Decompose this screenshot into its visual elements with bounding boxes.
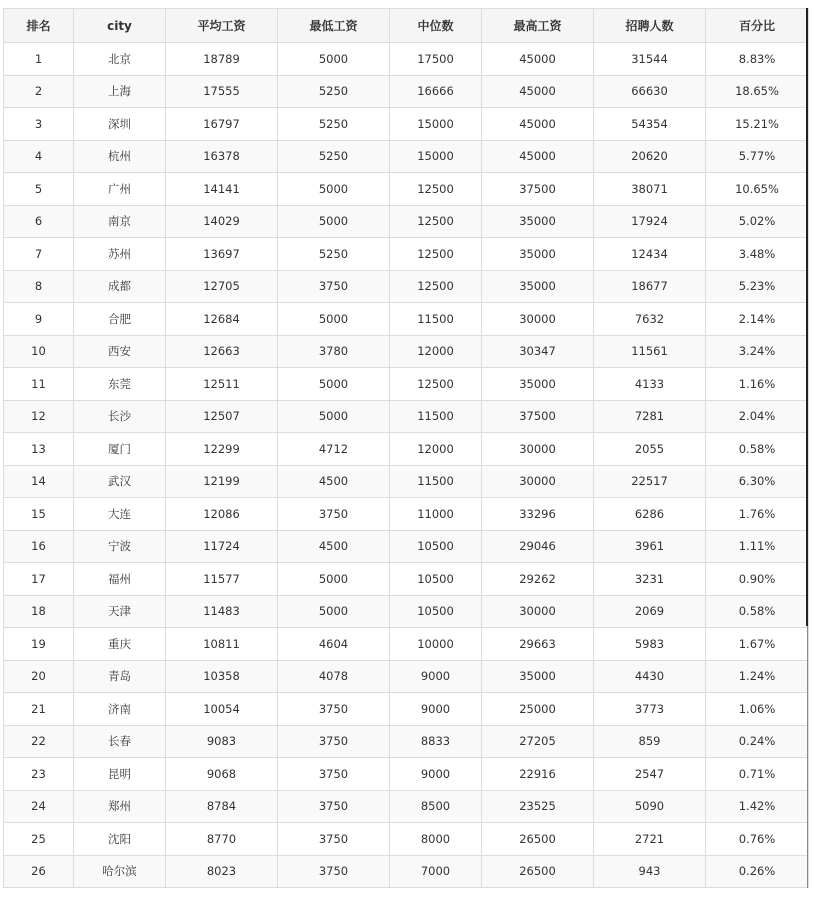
city-header: city: [74, 9, 166, 43]
max-salary-cell: 30000: [482, 303, 594, 336]
percentage-cell: 5.23%: [706, 270, 809, 303]
percentage-cell: 6.30%: [706, 465, 809, 498]
median-cell: 9000: [390, 693, 482, 726]
avg-salary-cell: 8784: [166, 790, 278, 823]
median-cell: 16666: [390, 75, 482, 108]
city-cell: 长春: [74, 725, 166, 758]
table-row: [4, 140, 809, 173]
avg-salary-cell: 11724: [166, 530, 278, 563]
median-cell: 8000: [390, 823, 482, 856]
rank-cell: 25: [4, 823, 74, 856]
avg-salary-cell: 10811: [166, 628, 278, 661]
percentage-cell: 0.58%: [706, 433, 809, 466]
hiring-count-cell: 2547: [594, 758, 706, 791]
table-row: [4, 823, 809, 856]
max-salary-cell: 30347: [482, 335, 594, 368]
table-row: [4, 238, 809, 271]
avg-salary-cell: 12299: [166, 433, 278, 466]
percentage-cell: 3.48%: [706, 238, 809, 271]
median-cell: 7000: [390, 855, 482, 888]
rank-cell: 1: [4, 43, 74, 76]
avg-salary-cell: 12705: [166, 270, 278, 303]
rank-cell: 15: [4, 498, 74, 531]
hiring-count-cell: 22517: [594, 465, 706, 498]
table-row: [4, 465, 809, 498]
table-row: [4, 270, 809, 303]
hiring-count-cell: 31544: [594, 43, 706, 76]
city-cell: 重庆: [74, 628, 166, 661]
median-cell: 17500: [390, 43, 482, 76]
avg-salary-cell: 9068: [166, 758, 278, 791]
max-salary-cell: 30000: [482, 595, 594, 628]
avg-salary-cell: 12511: [166, 368, 278, 401]
city-cell: 西安: [74, 335, 166, 368]
median-cell: 12500: [390, 173, 482, 206]
table-row: [4, 693, 809, 726]
percentage-cell: 15.21%: [706, 108, 809, 141]
hiring-count-cell: 2055: [594, 433, 706, 466]
max-salary-cell: 30000: [482, 465, 594, 498]
min-salary-cell: 5000: [278, 43, 390, 76]
rank-cell: 7: [4, 238, 74, 271]
city-cell: 苏州: [74, 238, 166, 271]
hiring-count-cell: 5983: [594, 628, 706, 661]
max-salary-cell: 45000: [482, 140, 594, 173]
rank-cell: 26: [4, 855, 74, 888]
percentage-cell: 0.58%: [706, 595, 809, 628]
rank-cell: 19: [4, 628, 74, 661]
percentage-cell: 1.11%: [706, 530, 809, 563]
min-salary-cell: 4078: [278, 660, 390, 693]
hiring-count-cell: 20620: [594, 140, 706, 173]
table-row: [4, 75, 809, 108]
avg-salary-cell: 12663: [166, 335, 278, 368]
table-row: [4, 595, 809, 628]
min-salary-cell: 5000: [278, 173, 390, 206]
rank-cell: 4: [4, 140, 74, 173]
table-row: [4, 758, 809, 791]
percentage-cell: 1.76%: [706, 498, 809, 531]
max-salary-cell: 29663: [482, 628, 594, 661]
min-salary-cell: 5250: [278, 75, 390, 108]
city-cell: 杭州: [74, 140, 166, 173]
hiring-count-cell: 12434: [594, 238, 706, 271]
rank-cell: 13: [4, 433, 74, 466]
percentage-cell: 8.83%: [706, 43, 809, 76]
table-row: [4, 205, 809, 238]
max-salary-cell: 45000: [482, 43, 594, 76]
table-row: [4, 303, 809, 336]
min-salary-cell: 3750: [278, 725, 390, 758]
rank-cell: 11: [4, 368, 74, 401]
city-cell: 宁波: [74, 530, 166, 563]
max-salary-cell: 35000: [482, 368, 594, 401]
city-cell: 青岛: [74, 660, 166, 693]
city-cell: 郑州: [74, 790, 166, 823]
min-salary-cell: 3750: [278, 790, 390, 823]
max-salary-cell: 35000: [482, 205, 594, 238]
city-cell: 福州: [74, 563, 166, 596]
min-salary-cell: 5250: [278, 108, 390, 141]
hiring-count-cell: 54354: [594, 108, 706, 141]
city-cell: 上海: [74, 75, 166, 108]
min-salary-cell: 5000: [278, 563, 390, 596]
city-cell: 广州: [74, 173, 166, 206]
table-row: [4, 400, 809, 433]
table-body: [4, 43, 809, 888]
rank-cell: 3: [4, 108, 74, 141]
max-salary-cell: 45000: [482, 75, 594, 108]
avg-salary-cell: 13697: [166, 238, 278, 271]
city-cell: 厦门: [74, 433, 166, 466]
hiring-count-cell: 38071: [594, 173, 706, 206]
avg-salary-cell: 14029: [166, 205, 278, 238]
hiring-count-cell: 7281: [594, 400, 706, 433]
min-salary-cell: 3750: [278, 693, 390, 726]
salary-table-container: [3, 8, 808, 888]
city-cell: 沈阳: [74, 823, 166, 856]
city-cell: 成都: [74, 270, 166, 303]
percentage-cell: 1.24%: [706, 660, 809, 693]
hiring-count-cell: 859: [594, 725, 706, 758]
max-salary-cell: 35000: [482, 660, 594, 693]
table-row: [4, 498, 809, 531]
max-salary-cell: 37500: [482, 400, 594, 433]
max-salary-cell: 26500: [482, 823, 594, 856]
min-salary-cell: 5000: [278, 303, 390, 336]
rank-cell: 23: [4, 758, 74, 791]
city-cell: 合肥: [74, 303, 166, 336]
median-cell: 10500: [390, 530, 482, 563]
rank-cell: 9: [4, 303, 74, 336]
max-salary-cell: 30000: [482, 433, 594, 466]
table-row: [4, 368, 809, 401]
max-salary-cell: 22916: [482, 758, 594, 791]
hiring-count-cell: 11561: [594, 335, 706, 368]
avg-salary-cell: 11483: [166, 595, 278, 628]
percentage-cell: 0.26%: [706, 855, 809, 888]
max-salary-cell: 29262: [482, 563, 594, 596]
hiring-count-cell: 7632: [594, 303, 706, 336]
table-row: [4, 433, 809, 466]
hiring-count-cell: 2069: [594, 595, 706, 628]
hiring-count-cell: 3961: [594, 530, 706, 563]
avg-salary-cell: 12086: [166, 498, 278, 531]
percentage-cell: 18.65%: [706, 75, 809, 108]
median-cell: 12500: [390, 205, 482, 238]
max-salary-cell: 26500: [482, 855, 594, 888]
avg-salary-cell: 10054: [166, 693, 278, 726]
hiring-count-cell: 6286: [594, 498, 706, 531]
min-salary-header: 最低工资: [278, 9, 390, 43]
min-salary-cell: 3750: [278, 758, 390, 791]
rank-cell: 18: [4, 595, 74, 628]
city-cell: 济南: [74, 693, 166, 726]
rank-cell: 10: [4, 335, 74, 368]
table-row: [4, 43, 809, 76]
min-salary-cell: 3750: [278, 498, 390, 531]
right-edge-line: [806, 8, 808, 626]
table-row: [4, 335, 809, 368]
hiring-count-cell: 66630: [594, 75, 706, 108]
median-cell: 11500: [390, 465, 482, 498]
avg-salary-header: 平均工资: [166, 9, 278, 43]
median-cell: 11000: [390, 498, 482, 531]
min-salary-cell: 4500: [278, 465, 390, 498]
hiring-count-cell: 3231: [594, 563, 706, 596]
rank-cell: 16: [4, 530, 74, 563]
percentage-cell: 5.77%: [706, 140, 809, 173]
table-row: [4, 790, 809, 823]
rank-cell: 17: [4, 563, 74, 596]
percentage-cell: 5.02%: [706, 205, 809, 238]
percentage-cell: 0.24%: [706, 725, 809, 758]
percentage-cell: 0.76%: [706, 823, 809, 856]
max-salary-header: 最高工资: [482, 9, 594, 43]
max-salary-cell: 23525: [482, 790, 594, 823]
median-cell: 9000: [390, 660, 482, 693]
city-cell: 南京: [74, 205, 166, 238]
rank-cell: 21: [4, 693, 74, 726]
avg-salary-cell: 14141: [166, 173, 278, 206]
percentage-header: 百分比: [706, 9, 809, 43]
median-cell: 10500: [390, 595, 482, 628]
median-cell: 10500: [390, 563, 482, 596]
city-cell: 东莞: [74, 368, 166, 401]
min-salary-cell: 5000: [278, 595, 390, 628]
percentage-cell: 10.65%: [706, 173, 809, 206]
min-salary-cell: 4712: [278, 433, 390, 466]
city-cell: 长沙: [74, 400, 166, 433]
min-salary-cell: 3750: [278, 855, 390, 888]
rank-cell: 6: [4, 205, 74, 238]
table-row: [4, 628, 809, 661]
table-header: [4, 9, 809, 43]
percentage-cell: 1.06%: [706, 693, 809, 726]
table-row: [4, 563, 809, 596]
min-salary-cell: 5250: [278, 238, 390, 271]
max-salary-cell: 45000: [482, 108, 594, 141]
max-salary-cell: 25000: [482, 693, 594, 726]
rank-cell: 5: [4, 173, 74, 206]
percentage-cell: 1.16%: [706, 368, 809, 401]
city-cell: 武汉: [74, 465, 166, 498]
hiring-count-cell: 2721: [594, 823, 706, 856]
city-cell: 哈尔滨: [74, 855, 166, 888]
rank-cell: 20: [4, 660, 74, 693]
table-row: [4, 108, 809, 141]
percentage-cell: 0.71%: [706, 758, 809, 791]
hiring-count-cell: 3773: [594, 693, 706, 726]
right-edge-line-lower: [807, 626, 808, 888]
hiring-count-cell: 5090: [594, 790, 706, 823]
avg-salary-cell: 9083: [166, 725, 278, 758]
percentage-cell: 0.90%: [706, 563, 809, 596]
median-cell: 8500: [390, 790, 482, 823]
rank-cell: 8: [4, 270, 74, 303]
median-header: 中位数: [390, 9, 482, 43]
rank-cell: 2: [4, 75, 74, 108]
median-cell: 11500: [390, 303, 482, 336]
min-salary-cell: 4500: [278, 530, 390, 563]
hiring-count-header: 招聘人数: [594, 9, 706, 43]
percentage-cell: 2.14%: [706, 303, 809, 336]
rank-cell: 22: [4, 725, 74, 758]
city-cell: 深圳: [74, 108, 166, 141]
max-salary-cell: 29046: [482, 530, 594, 563]
avg-salary-cell: 18789: [166, 43, 278, 76]
city-cell: 昆明: [74, 758, 166, 791]
avg-salary-cell: 16797: [166, 108, 278, 141]
median-cell: 12500: [390, 270, 482, 303]
rank-header: 排名: [4, 9, 74, 43]
min-salary-cell: 5250: [278, 140, 390, 173]
rank-cell: 14: [4, 465, 74, 498]
table-row: [4, 725, 809, 758]
hiring-count-cell: 4133: [594, 368, 706, 401]
max-salary-cell: 37500: [482, 173, 594, 206]
median-cell: 8833: [390, 725, 482, 758]
avg-salary-cell: 17555: [166, 75, 278, 108]
min-salary-cell: 5000: [278, 205, 390, 238]
percentage-cell: 1.42%: [706, 790, 809, 823]
median-cell: 9000: [390, 758, 482, 791]
median-cell: 11500: [390, 400, 482, 433]
city-cell: 天津: [74, 595, 166, 628]
rank-cell: 24: [4, 790, 74, 823]
max-salary-cell: 35000: [482, 270, 594, 303]
city-cell: 北京: [74, 43, 166, 76]
avg-salary-cell: 8770: [166, 823, 278, 856]
median-cell: 12000: [390, 335, 482, 368]
hiring-count-cell: 4430: [594, 660, 706, 693]
max-salary-cell: 35000: [482, 238, 594, 271]
min-salary-cell: 4604: [278, 628, 390, 661]
avg-salary-cell: 12199: [166, 465, 278, 498]
median-cell: 15000: [390, 140, 482, 173]
percentage-cell: 3.24%: [706, 335, 809, 368]
avg-salary-cell: 11577: [166, 563, 278, 596]
min-salary-cell: 5000: [278, 400, 390, 433]
percentage-cell: 1.67%: [706, 628, 809, 661]
table-row: [4, 660, 809, 693]
avg-salary-cell: 16378: [166, 140, 278, 173]
city-salary-table: [3, 8, 809, 888]
min-salary-cell: 3780: [278, 335, 390, 368]
percentage-cell: 2.04%: [706, 400, 809, 433]
avg-salary-cell: 10358: [166, 660, 278, 693]
max-salary-cell: 27205: [482, 725, 594, 758]
max-salary-cell: 33296: [482, 498, 594, 531]
min-salary-cell: 3750: [278, 270, 390, 303]
city-cell: 大连: [74, 498, 166, 531]
median-cell: 15000: [390, 108, 482, 141]
avg-salary-cell: 12507: [166, 400, 278, 433]
hiring-count-cell: 17924: [594, 205, 706, 238]
table-row: [4, 855, 809, 888]
hiring-count-cell: 18677: [594, 270, 706, 303]
table-row: [4, 173, 809, 206]
min-salary-cell: 3750: [278, 823, 390, 856]
table-row: [4, 530, 809, 563]
min-salary-cell: 5000: [278, 368, 390, 401]
hiring-count-cell: 943: [594, 855, 706, 888]
median-cell: 12000: [390, 433, 482, 466]
avg-salary-cell: 12684: [166, 303, 278, 336]
median-cell: 12500: [390, 368, 482, 401]
median-cell: 12500: [390, 238, 482, 271]
rank-cell: 12: [4, 400, 74, 433]
median-cell: 10000: [390, 628, 482, 661]
avg-salary-cell: 8023: [166, 855, 278, 888]
header-row: [4, 9, 809, 43]
